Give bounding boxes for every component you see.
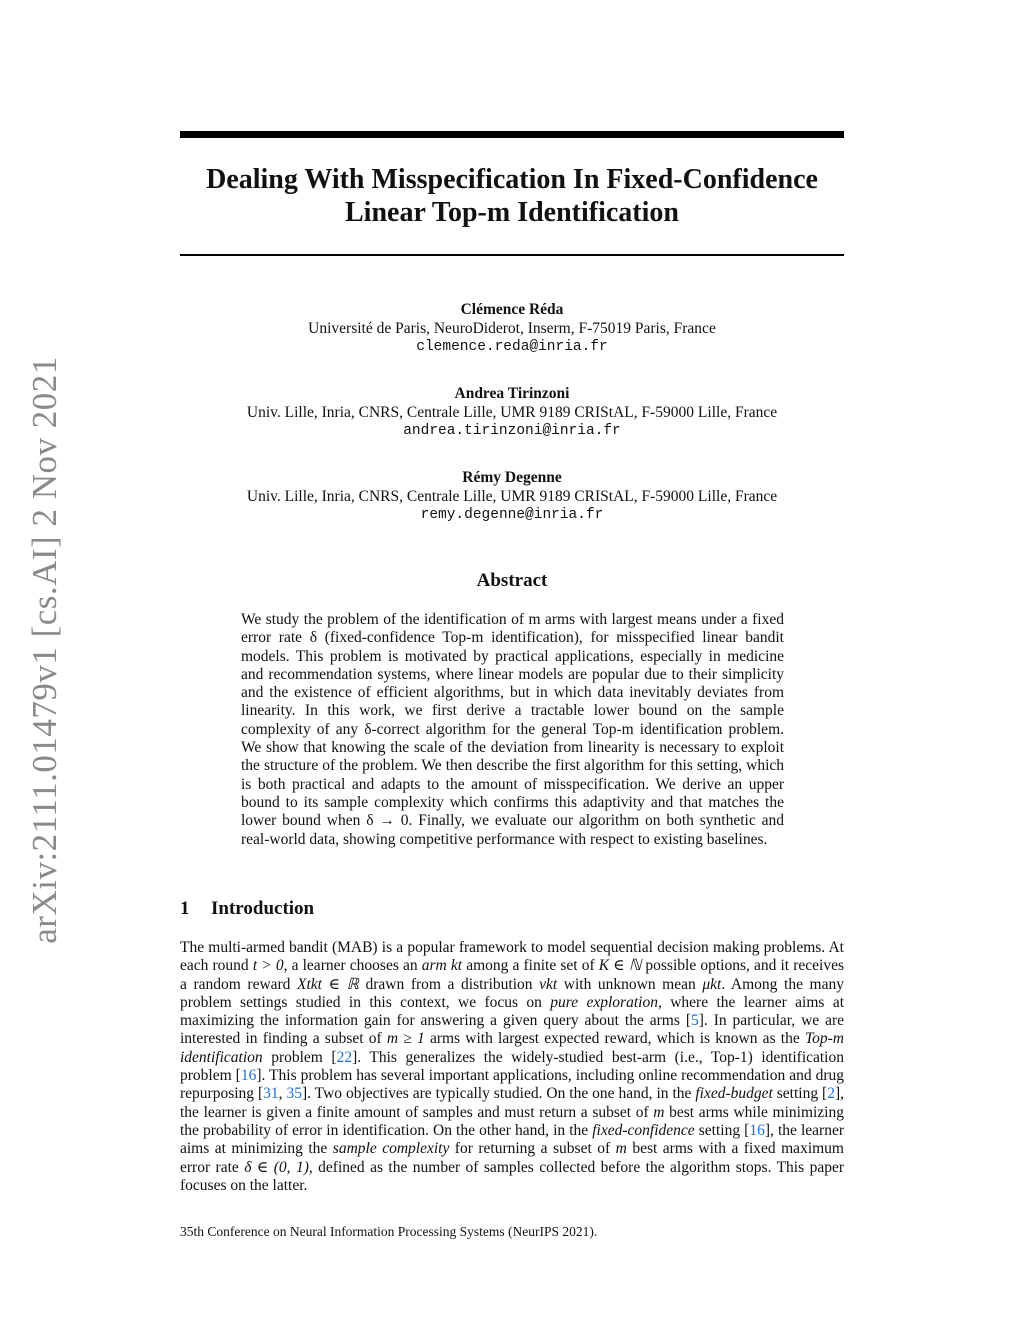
title-bottom-rule bbox=[180, 254, 844, 256]
author-email[interactable]: remy.degenne@inria.fr bbox=[420, 507, 604, 523]
emphasis: Top-m identification bbox=[180, 1030, 845, 1066]
arxiv-stamp bbox=[20, 356, 70, 944]
abstract-body bbox=[241, 611, 784, 849]
text-run: possible options, and it receives a random reward bbox=[180, 957, 845, 993]
abstract-paragraph: We study the problem of the identification of m arms with largest means under a fixed error rate δ (fixed-confidence Top-m identification), for misspecified linear bandit models. This problem is motivated by practical applications, especially in medicine and recommendation systems, where linear models are popular due to their simplicity and the existence of efficient algorithms, but in which data inevitably deviates from linearity. In this work, we first derive a tractable lower bound on the sample complexity of any δ-correct algorithm for the general Top-m identification problem. We show that knowing the scale of the deviation from linearity is necessary to exploit the structure of the problem. We then describe the first algorithm for this setting, which is both practical and adapts to the amount of misspecification. We derive an upper bound to its sample complexity which confirms this adaptivity and that matches the lower bound when δ → 0. Finally, we evaluate our algorithm on both synthetic and real-world data, showing competitive performance with respect to existing baselines. bbox=[241, 611, 784, 848]
citation-link[interactable]: 35 bbox=[286, 1085, 302, 1103]
author-affiliation: Univ. Lille, Inria, CNRS, Centrale Lille, UMR 9189 CRIStAL, F-59000 Lille, France bbox=[246, 404, 778, 421]
author-block-1 bbox=[180, 300, 844, 357]
citation-link[interactable]: 31 bbox=[263, 1085, 279, 1103]
math-inline: t > 0 bbox=[252, 957, 284, 975]
text-run: . Among the many problem settings studied in this context, we focus on bbox=[180, 975, 844, 1011]
emphasis: sample complexity bbox=[332, 1140, 450, 1158]
math-inline: μkt bbox=[702, 975, 722, 993]
text-run: ], the learner is given a finite amount of samples and must return a subset of bbox=[180, 1085, 844, 1121]
emphasis: arm bbox=[421, 957, 447, 975]
author-name: Andrea Tirinzoni bbox=[454, 385, 570, 402]
text-run: , bbox=[278, 1085, 287, 1103]
author-name: Clémence Réda bbox=[460, 301, 564, 318]
math-inline: m ≥ 1 bbox=[386, 1030, 425, 1048]
text-run: , where the learner aims at maximizing the information gain for answering a given query about the arms [ bbox=[180, 993, 845, 1030]
text-run: ], the learner aims at minimizing the bbox=[180, 1121, 844, 1158]
text-run: setting [ bbox=[694, 1121, 750, 1139]
author-block-3 bbox=[180, 468, 844, 525]
text-run: with unknown mean bbox=[557, 975, 703, 993]
text-run: , a learner chooses an bbox=[283, 957, 422, 975]
arxiv-id: arXiv:2111.01479v1 [cs.AI] 2 Nov 2021 bbox=[25, 356, 64, 944]
text-run: , defined as the number of samples collected before the algorithm stops. This paper focuses on the latter. bbox=[180, 1158, 844, 1194]
math-inline: m bbox=[653, 1103, 665, 1121]
title-line-2: Linear Top-m Identification bbox=[345, 197, 679, 228]
title-top-rule bbox=[180, 131, 844, 138]
text-run: best arms while minimizing the probability of error in identification. On the other hand, in the bbox=[180, 1103, 844, 1139]
text-run: ]. In particular, we are interested in finding a subset of bbox=[180, 1012, 845, 1048]
citation-link[interactable]: 16 bbox=[240, 1067, 257, 1085]
citation-link[interactable]: 5 bbox=[690, 1012, 699, 1030]
author-affiliation: Université de Paris, NeuroDiderot, Inserm, F-75019 Paris, France bbox=[308, 320, 716, 337]
author-name: Rémy Degenne bbox=[462, 469, 562, 486]
text-run: for returning a subset of bbox=[449, 1140, 616, 1158]
text-run: best arms with a fixed maximum error rate bbox=[180, 1140, 844, 1176]
text-run: ]. Two objectives are typically studied. On the one hand, in the bbox=[301, 1085, 696, 1103]
text-run: among a finite set of bbox=[462, 957, 599, 975]
author-affiliation: Univ. Lille, Inria, CNRS, Centrale Lille, UMR 9189 CRIStAL, F-59000 Lille, France bbox=[246, 488, 778, 505]
citation-link[interactable]: 2 bbox=[827, 1085, 835, 1103]
author-email[interactable]: andrea.tirinzoni@inria.fr bbox=[403, 423, 621, 439]
abstract-heading: Abstract bbox=[476, 570, 548, 591]
text-run: drawn from a distribution bbox=[358, 975, 540, 993]
emphasis: pure exploration bbox=[550, 993, 658, 1011]
math-inline: νkt bbox=[539, 975, 558, 993]
section-title: Introduction bbox=[211, 898, 315, 919]
citation-link[interactable]: 22 bbox=[336, 1048, 353, 1066]
math-inline: Xtkt ∈ ℝ bbox=[297, 975, 359, 993]
section-number: 1 bbox=[180, 898, 190, 919]
text-run: ]. This problem has several important applications, including online recommendation and drug repurposing [ bbox=[180, 1067, 844, 1103]
math-inline: m bbox=[615, 1140, 627, 1158]
text-run: arms with largest expected reward, which is known as the bbox=[424, 1030, 805, 1048]
title-line-1: Dealing With Misspecification In Fixed-Confidence bbox=[206, 164, 818, 195]
math-inline: kt bbox=[446, 957, 463, 975]
math-inline: δ ∈ (0, 1) bbox=[244, 1158, 309, 1176]
paper-title bbox=[180, 163, 844, 229]
emphasis: fixed-budget bbox=[695, 1085, 773, 1103]
author-block-2 bbox=[180, 384, 844, 441]
math-inline: K ∈ ℕ bbox=[598, 957, 642, 975]
conference-footnote: 35th Conference on Neural Information Processing Systems (NeurIPS 2021). bbox=[180, 1224, 598, 1239]
emphasis: fixed-confidence bbox=[592, 1121, 695, 1139]
intro-paragraph bbox=[180, 939, 844, 1195]
text-run: ]. This generalizes the widely-studied best-arm (i.e., Top-1) identification problem [ bbox=[180, 1048, 844, 1085]
introduction-text bbox=[180, 939, 844, 1195]
text-run: The multi-armed bandit (MAB) is a popular framework to model sequential decision making problems. At each round bbox=[180, 939, 844, 975]
section-heading bbox=[180, 898, 314, 920]
author-email[interactable]: clemence.reda@inria.fr bbox=[416, 339, 608, 355]
text-run: setting [ bbox=[772, 1085, 828, 1103]
citation-link[interactable]: 16 bbox=[749, 1121, 765, 1139]
text-run: problem [ bbox=[262, 1048, 337, 1066]
